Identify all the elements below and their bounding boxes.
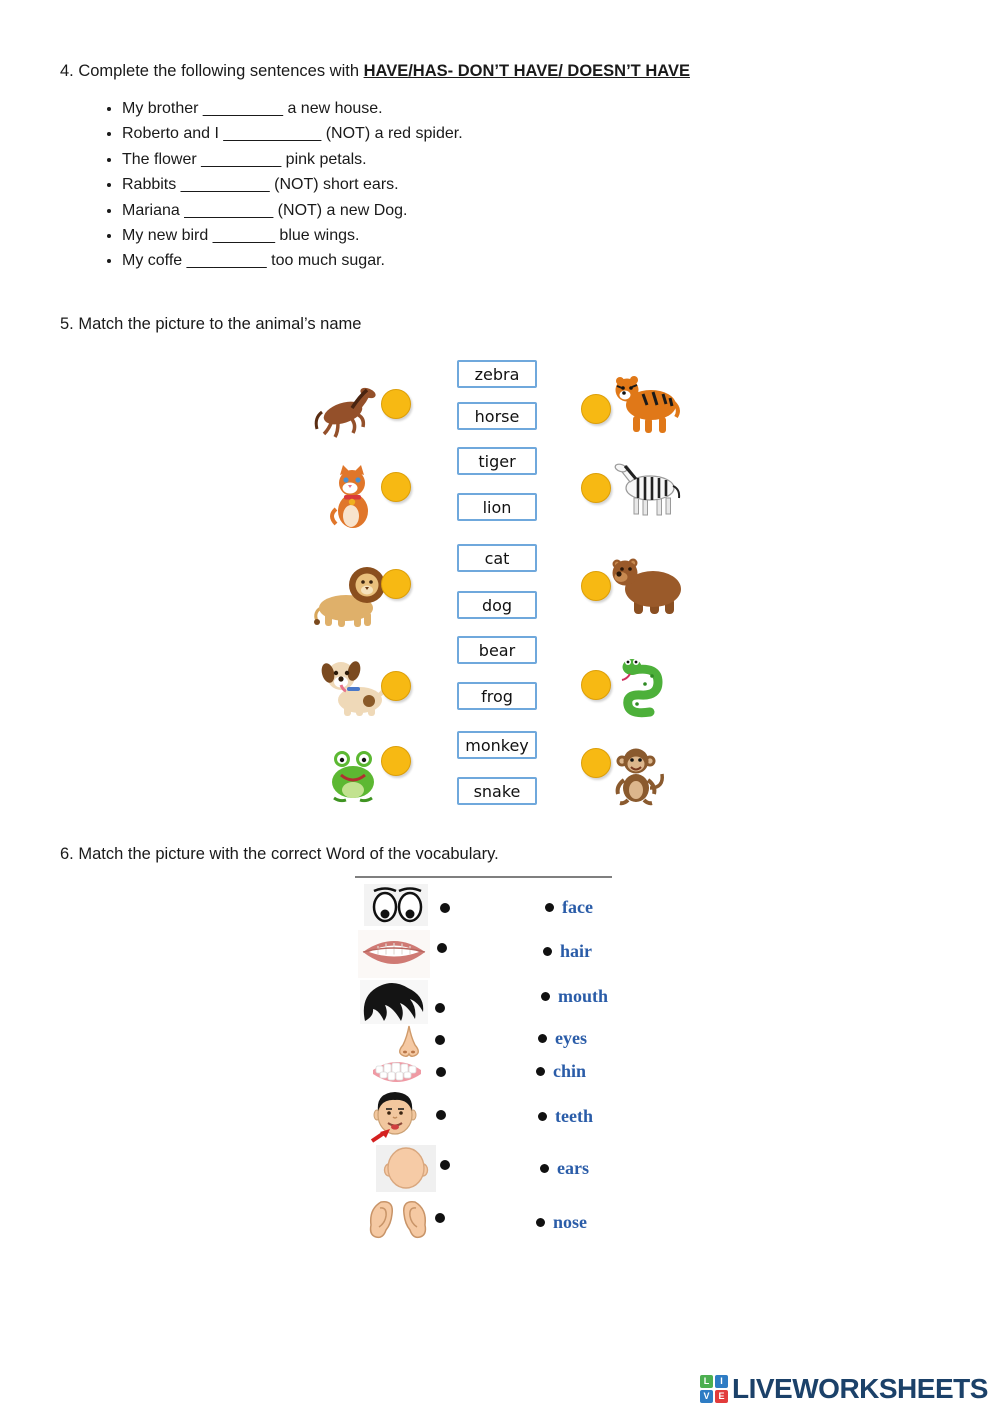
- word-box-dog: dog: [457, 591, 537, 619]
- ears-image: [366, 1197, 430, 1243]
- match-dot-hair[interactable]: [435, 1003, 445, 1013]
- sentence-item: • The flower _________ pink petals.: [122, 147, 463, 172]
- sentence-item: • My new bird _______ blue wings.: [122, 223, 463, 248]
- vocab-row-hair: [543, 941, 592, 962]
- match-circle-snake[interactable]: [581, 670, 611, 700]
- match-dot-eyes[interactable]: [440, 903, 450, 913]
- cat-image: [326, 464, 376, 530]
- word-box-snake: snake: [457, 777, 537, 805]
- sentence-item: • My coffe _________ too much sugar.: [122, 248, 463, 273]
- word-box-horse: horse: [457, 402, 537, 430]
- match-dot-chin[interactable]: [436, 1110, 446, 1120]
- sentence-list: [88, 96, 463, 274]
- match-dot-word-face[interactable]: [545, 903, 554, 912]
- teeth-image: [370, 1057, 424, 1087]
- section4-heading: [60, 62, 690, 81]
- sentence-item: • My brother _________ a new house.: [122, 96, 463, 121]
- match-dot-word-hair[interactable]: [543, 947, 552, 956]
- tiger-image: [613, 372, 681, 436]
- sentence-item: • Mariana __________ (NOT) a new Dog.: [122, 198, 463, 223]
- logo-letter: V: [700, 1390, 713, 1403]
- horse-image: [310, 382, 382, 442]
- bear-image: [610, 556, 684, 614]
- lion-image: [310, 560, 390, 628]
- match-circle-frog[interactable]: [381, 746, 411, 776]
- hair-image: [360, 980, 428, 1024]
- match-dot-nose[interactable]: [435, 1035, 445, 1045]
- face-image: [376, 1145, 436, 1192]
- logo-letter: E: [715, 1390, 728, 1403]
- vocab-row-ears: [540, 1158, 589, 1179]
- match-circle-tiger[interactable]: [581, 394, 611, 424]
- liveworksheets-logo-icon: [700, 1375, 728, 1403]
- section6-divider: [355, 876, 612, 878]
- sentence-item: • Rabbits __________ (NOT) short ears.: [122, 172, 463, 197]
- vocab-row-face: [545, 897, 593, 918]
- vocab-word: face: [562, 897, 593, 917]
- vocab-row-mouth: [541, 986, 608, 1007]
- match-dot-word-teeth[interactable]: [538, 1112, 547, 1121]
- match-circle-bear[interactable]: [581, 571, 611, 601]
- logo-text: LIVEWORKSHEETS: [732, 1373, 988, 1404]
- logo-letter: L: [700, 1375, 713, 1388]
- zebra-image: [610, 462, 685, 516]
- match-dot-ears[interactable]: [435, 1213, 445, 1223]
- nose-image: [394, 1024, 424, 1058]
- vocab-word: teeth: [555, 1106, 593, 1126]
- vocab-word: hair: [560, 941, 593, 961]
- vocab-row-teeth: [538, 1106, 593, 1127]
- word-box-lion: lion: [457, 493, 537, 521]
- word-box-tiger: tiger: [457, 447, 537, 475]
- match-dot-word-nose[interactable]: [536, 1218, 545, 1227]
- match-dot-teeth[interactable]: [436, 1067, 446, 1077]
- match-dot-word-eyes[interactable]: [538, 1034, 547, 1043]
- vocab-word: nose: [553, 1212, 588, 1232]
- match-dot-mouth[interactable]: [437, 943, 447, 953]
- vocab-word: eyes: [555, 1028, 587, 1048]
- word-box-zebra: zebra: [457, 360, 537, 388]
- word-box-bear: bear: [457, 636, 537, 664]
- chin-image: [366, 1087, 424, 1144]
- liveworksheets-logo: [700, 1374, 988, 1404]
- sentence-item: • Roberto and I ___________ (NOT) a red spider.: [122, 121, 463, 146]
- vocab-word: ears: [557, 1158, 589, 1178]
- section5-heading: 5. Match the picture to the animal’s name: [60, 315, 362, 333]
- section6-heading: 6. Match the picture with the correct Word of the vocabulary.: [60, 845, 499, 863]
- match-dot-word-ears[interactable]: [540, 1164, 549, 1173]
- eyes-image: [364, 884, 428, 926]
- vocab-word: chin: [553, 1061, 587, 1081]
- match-dot-word-mouth[interactable]: [541, 992, 550, 1001]
- snake-image: [612, 654, 668, 720]
- dog-image: [320, 656, 386, 716]
- section4-heading-emphasis: HAVE/HAS- DON’T HAVE/ DOESN’T HAVE: [363, 62, 690, 80]
- vocab-row-chin: [536, 1061, 586, 1082]
- match-circle-dog[interactable]: [381, 671, 411, 701]
- section4-heading-prefix: 4. Complete the following sentences with: [60, 62, 364, 80]
- vocab-word: mouth: [558, 986, 609, 1006]
- match-circle-horse[interactable]: [381, 389, 411, 419]
- mouth-image: [358, 930, 430, 978]
- match-circle-lion[interactable]: [381, 569, 411, 599]
- logo-letter: I: [715, 1375, 728, 1388]
- monkey-image: [606, 744, 668, 806]
- word-box-cat: cat: [457, 544, 537, 572]
- match-dot-word-chin[interactable]: [536, 1067, 545, 1076]
- vocab-row-nose: [536, 1212, 587, 1233]
- match-circle-zebra[interactable]: [581, 473, 611, 503]
- match-circle-cat[interactable]: [381, 472, 411, 502]
- frog-image: [324, 748, 382, 804]
- word-box-monkey: monkey: [457, 731, 537, 759]
- vocab-row-eyes: [538, 1028, 587, 1049]
- match-dot-face[interactable]: [440, 1160, 450, 1170]
- word-box-frog: frog: [457, 682, 537, 710]
